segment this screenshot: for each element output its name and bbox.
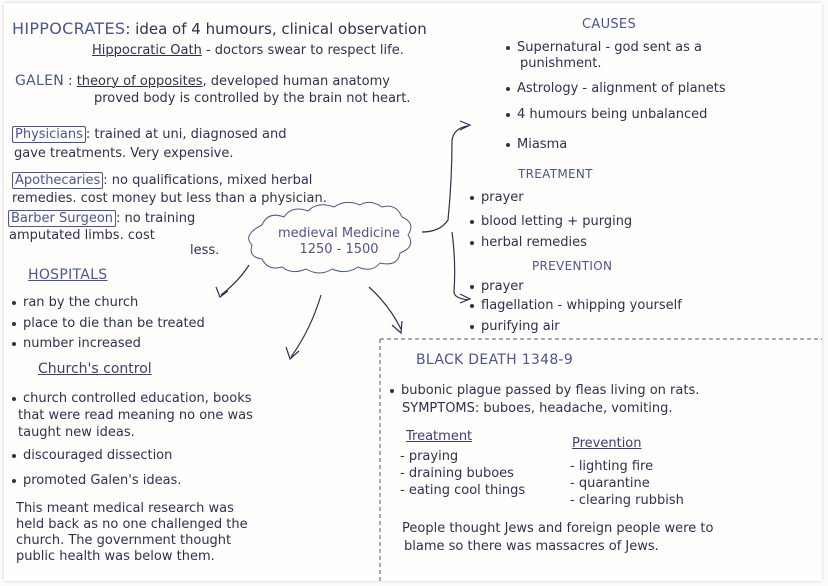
notes-page [4, 3, 822, 581]
church-para-line: public health was below them. [16, 549, 215, 564]
prevention-item: purifying air [470, 319, 560, 334]
prevention-item: flagellation - whipping yourself [470, 298, 682, 313]
hospitals-item: place to die than be treated [12, 316, 205, 331]
bd-treatment-item: - draining buboes [400, 466, 514, 481]
causes-item: Miasma [506, 137, 567, 152]
apothecaries-line2: remedies. cost money but less than a physician. [12, 191, 327, 206]
church-item: church controlled education, books [12, 391, 252, 406]
apothecaries-line1: Apothecaries : no qualifications, mixed herbal [12, 173, 312, 188]
bd-prevention-heading: Prevention [572, 436, 642, 451]
barber-line2: amputated limbs. cost [9, 228, 155, 243]
prevention-heading: PREVENTION [532, 259, 613, 273]
church-item-cont: taught new ideas. [18, 425, 135, 440]
hippocrates-oath: Hippocratic Oath - doctors swear to respect life. [92, 43, 404, 58]
barber-line1: Barber Surgeon : no training [8, 211, 195, 226]
causes-item: Supernatural - god sent as a [506, 40, 702, 55]
physicians-line1: Physicians : trained at uni, diagnosed and [12, 127, 287, 142]
bd-closing-line: People thought Jews and foreign people were to [402, 521, 714, 536]
treatment-item: blood letting + purging [470, 214, 632, 229]
arrow-hospitals [221, 265, 249, 295]
hospitals-item: ran by the church [12, 295, 138, 310]
church-item: promoted Galen's ideas. [12, 473, 181, 488]
black-death-bullet: bubonic plague passed by fleas living on rats. [390, 383, 699, 398]
galen-line2: proved body is controlled by the brain not heart. [94, 91, 411, 106]
black-death-symptoms: SYMPTOMS: buboes, headache, vomiting. [402, 401, 673, 416]
church-para-line: church. The government thought [16, 533, 232, 548]
church-item: discouraged dissection [12, 448, 172, 463]
brace-arrow [422, 126, 468, 300]
bd-prevention-item: - quarantine [570, 476, 650, 491]
hippocrates-name: HIPPOCRATES [12, 19, 126, 38]
causes-heading: CAUSES [582, 17, 637, 32]
center-title: medieval Medicine 1250 - 1500 [277, 226, 400, 257]
causes-item: 4 humours being unbalanced [506, 107, 707, 122]
church-item-cont: that were read meaning no one was [18, 408, 253, 423]
bd-treatment-item: - eating cool things [400, 483, 526, 498]
treatment-heading: TREATMENT [518, 167, 593, 181]
bd-closing-line: blame so there was massacres of Jews. [404, 539, 659, 554]
prevention-item: prayer [470, 279, 524, 294]
arrowhead-causes [460, 121, 470, 130]
bd-prevention-item: - clearing rubbish [570, 493, 684, 508]
arrow-black-death [369, 287, 401, 329]
bd-treatment-heading: Treatment [406, 429, 473, 444]
barber-line3: less. [190, 243, 220, 258]
causes-item-cont: punishment. [520, 56, 602, 71]
galen-line1: GALEN : theory of opposites, developed human anatomy [15, 73, 390, 89]
hippocrates-line1: HIPPOCRATES: idea of 4 humours, clinical observation [12, 19, 427, 38]
bd-treatment-item: - praying [400, 449, 459, 464]
bd-prevention-item: - lighting fire [570, 459, 654, 474]
hospitals-item: number increased [12, 336, 141, 351]
church-heading: Church's control [38, 361, 152, 377]
causes-item: Astrology - alignment of planets [506, 81, 726, 96]
hospitals-heading: HOSPITALS [28, 267, 108, 283]
treatment-item: herbal remedies [470, 235, 587, 250]
physicians-line2: gave treatments. Very expensive. [14, 146, 234, 161]
black-death-heading: BLACK DEATH 1348-9 [416, 352, 574, 368]
treatment-item: prayer [470, 190, 524, 205]
church-para-line: held back as no one challenged the [16, 517, 248, 532]
church-para-line: This meant medical research was [16, 501, 234, 516]
arrow-church [291, 295, 321, 357]
